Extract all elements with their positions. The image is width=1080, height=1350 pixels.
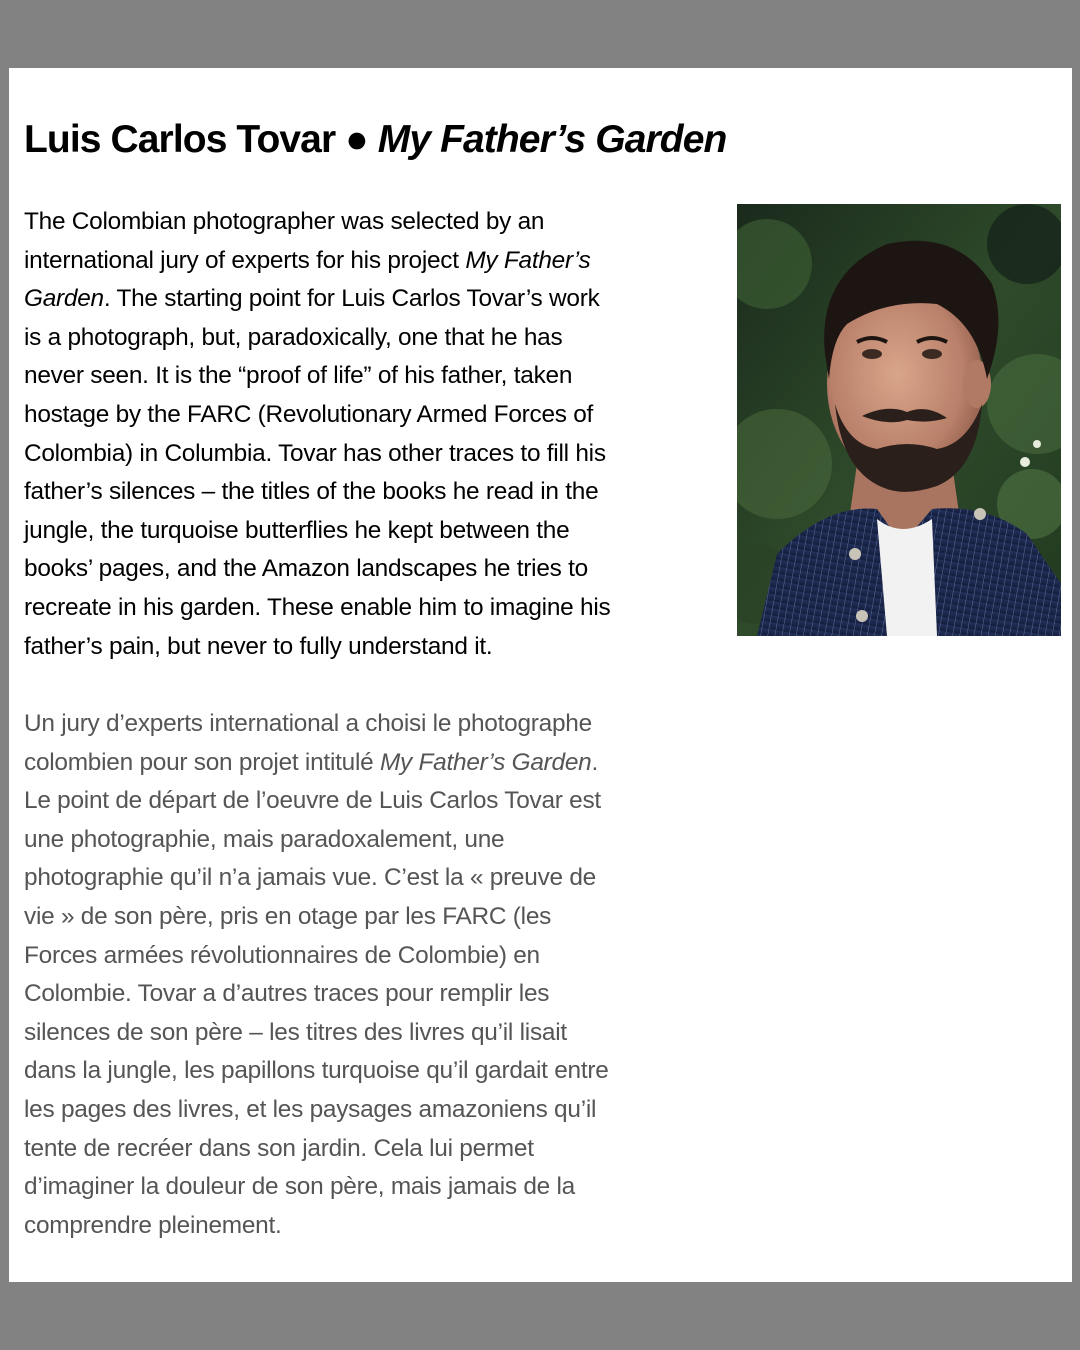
text-line: les pages des livres, et les paysages amazoniens qu’il [24,1095,597,1123]
artist-portrait [737,204,1061,636]
text-line: father’s silences – the titles of the books he read in the [24,478,599,506]
text-line: father’s pain, but never to fully understand it. [24,632,493,660]
text-line: dans la jungle, les papillons turquoise qu’il gardait entre [24,1057,609,1085]
text-line: Colombie. Tovar a d’autres traces pour remplir les [24,980,550,1008]
text-line: photographie qu’il n’a jamais vue. C’est la « preuve de [24,864,596,892]
text-line: is a photograph, but, paradoxically, one that he has [24,323,563,351]
page-title [24,116,726,164]
french-description [24,705,674,1245]
text-line: comprendre pleinement. [24,1211,282,1239]
artist-name: Luis Carlos Tovar [24,118,336,161]
text-line: international jury of experts for his project My Father’s [24,246,591,274]
text-line: Garden. The starting point for Luis Carlos Tovar’s work [24,285,600,313]
project-title-inline: Garden [24,285,104,313]
article-sheet [9,68,1072,1282]
text-line: Un jury d’experts international a choisi le photographe [24,710,592,737]
text-line: une photographie, mais paradoxalement, une [24,825,505,853]
text-line: Colombia) in Columbia. Tovar has other traces to fill his [24,439,606,467]
text-line: Forces armées révolutionnaires de Colombie) en [24,941,540,969]
text-line: colombien pour son projet intitulé My Father’s Garden. [24,748,598,776]
project-title-inline: My Father’s [465,246,591,274]
text-line: tente de recréer dans son jardin. Cela lui permet [24,1134,534,1162]
text-line: recreate in his garden. These enable him to imagine his [24,593,611,621]
text-line: d’imaginer la douleur de son père, mais jamais de la [24,1173,575,1201]
title-separator: ● [345,118,368,161]
text-line: vie » de son père, pris en otage par les FARC (les [24,902,552,930]
text-line: Le point de départ de l’oeuvre de Luis Carlos Tovar est [24,787,601,815]
english-description [24,203,674,666]
text-line: jungle, the turquoise butterflies he kept between the [24,516,570,544]
project-title: My Father’s Garden [377,118,727,161]
text-line: The Colombian photographer was selected by an [24,208,545,235]
project-title-inline: My Father’s Garden [379,748,592,776]
text-line: hostage by the FARC (Revolutionary Armed Forces of [24,400,594,428]
text-line: never seen. It is the “proof of life” of his father, taken [24,362,573,390]
text-line: silences de son père – les titres des livres qu’il lisait [24,1018,567,1046]
text-line: books’ pages, and the Amazon landscapes he tries to [24,555,588,583]
